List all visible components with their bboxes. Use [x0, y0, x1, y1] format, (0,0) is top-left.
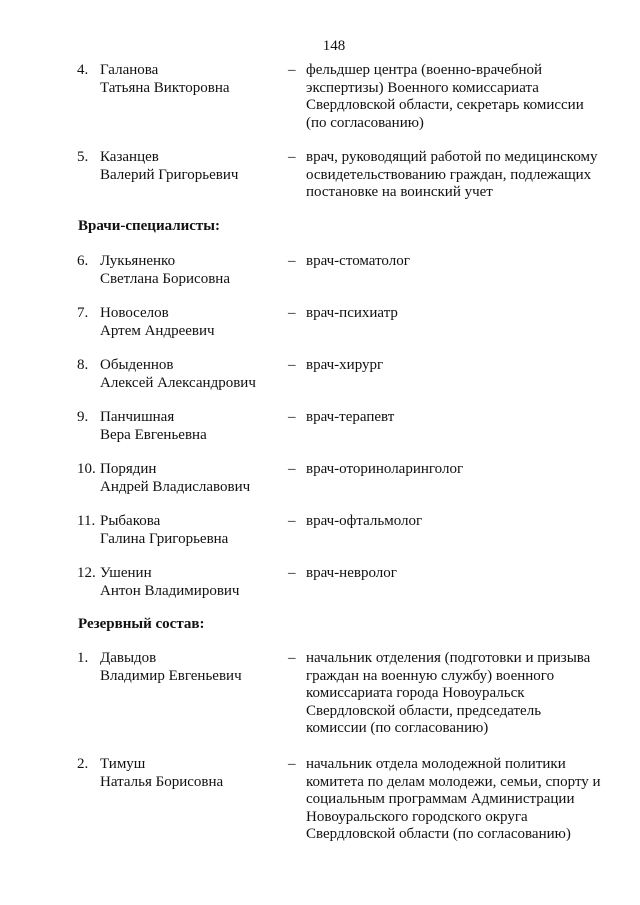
description-line: Свердловской области, секретарь комиссии — [306, 97, 584, 113]
description-line: врач-терапевт — [306, 409, 395, 425]
description-line: начальник отдела молодежной политики — [306, 756, 566, 772]
given-name: Вера Евгеньевна — [100, 426, 207, 443]
description-line: врач-невролог — [306, 565, 397, 581]
dash-separator: – — [288, 461, 296, 477]
given-name: Владимир Евгеньевич — [100, 667, 242, 684]
item-number: 12. — [77, 565, 96, 581]
item-number: 6. — [77, 253, 89, 269]
given-name: Алексей Александрович — [100, 374, 256, 391]
description-line: врач-офтальмолог — [306, 513, 423, 529]
item-number: 8. — [77, 357, 89, 373]
item-number: 1. — [77, 650, 89, 666]
person-name — [100, 565, 285, 600]
dash-separator: – — [288, 756, 296, 772]
given-name: Артем Андреевич — [100, 322, 215, 339]
section-heading: Врачи-специалисты: — [78, 218, 221, 234]
given-name: Галина Григорьевна — [100, 530, 229, 547]
description-line: социальным программам Администрации — [306, 791, 575, 807]
surname: Обыденнов — [100, 357, 174, 373]
description-line: врач-стоматолог — [306, 253, 410, 269]
position-description — [306, 62, 626, 132]
given-name: Антон Владимирович — [100, 582, 240, 599]
description-line: комиссариата города Новоуральск — [306, 685, 525, 701]
item-number: 2. — [77, 756, 89, 772]
position-description — [306, 149, 626, 202]
person-name — [100, 305, 285, 340]
dash-separator: – — [288, 253, 296, 269]
surname: Лукьяненко — [100, 253, 176, 269]
item-number: 4. — [77, 62, 89, 78]
dash-separator: – — [288, 305, 296, 321]
description-line: врач-психиатр — [306, 305, 398, 321]
description-line: Свердловской области, председатель — [306, 702, 542, 719]
description-line: фельдшер центра (военно-врачебной — [306, 62, 543, 78]
given-name: Валерий Григорьевич — [100, 166, 239, 183]
surname: Порядин — [100, 461, 157, 477]
description-line: освидетельствованию граждан, подлежащих — [306, 166, 592, 183]
person-name — [100, 756, 285, 791]
position-description — [306, 565, 626, 583]
dash-separator: – — [288, 149, 296, 165]
surname: Рыбакова — [100, 513, 161, 529]
person-name — [100, 253, 285, 288]
position-description — [306, 513, 626, 531]
dash-separator: – — [288, 513, 296, 529]
person-name — [100, 357, 285, 392]
surname: Ушенин — [100, 565, 152, 581]
surname: Галанова — [100, 62, 159, 78]
dash-separator: – — [288, 62, 296, 78]
surname: Казанцев — [100, 149, 159, 165]
description-line: врач-оториноларинголог — [306, 461, 464, 477]
description-line: комитета по делам молодежи, семьи, спорту и — [306, 773, 601, 790]
description-line: комиссии (по согласованию) — [306, 720, 489, 736]
position-description — [306, 409, 626, 427]
surname: Тимуш — [100, 756, 146, 772]
given-name: Андрей Владиславович — [100, 478, 251, 495]
position-description — [306, 253, 626, 271]
surname: Давыдов — [100, 650, 157, 666]
section-heading: Резервный состав: — [78, 616, 205, 632]
person-name — [100, 62, 285, 97]
dash-separator: – — [288, 565, 296, 581]
description-line: экспертизы) Военного комиссариата — [306, 79, 539, 96]
given-name: Светлана Борисовна — [100, 270, 230, 287]
description-line: врач, руководящий работой по медицинскому — [306, 149, 598, 165]
position-description — [306, 357, 626, 375]
dash-separator: – — [288, 357, 296, 373]
description-line: граждан на военную службу) военного — [306, 667, 555, 684]
given-name: Наталья Борисовна — [100, 773, 224, 790]
description-line: врач-хирург — [306, 357, 384, 373]
person-name — [100, 409, 285, 444]
description-line: Свердловской области (по согласованию) — [306, 826, 571, 842]
item-number: 10. — [77, 461, 96, 477]
description-line: начальник отделения (подготовки и призыва — [306, 650, 591, 666]
item-number: 7. — [77, 305, 89, 321]
item-number: 5. — [77, 149, 89, 165]
given-name: Татьяна Викторовна — [100, 79, 230, 96]
surname: Панчишная — [100, 409, 175, 425]
person-name — [100, 461, 285, 496]
dash-separator: – — [288, 650, 296, 666]
dash-separator: – — [288, 409, 296, 425]
position-description — [306, 650, 626, 738]
person-name — [100, 513, 285, 548]
position-description — [306, 461, 626, 479]
page-number: 148 — [322, 38, 346, 54]
surname: Новоселов — [100, 305, 169, 321]
description-line: (по согласованию) — [306, 114, 424, 131]
description-line: постановке на воинский учет — [306, 184, 493, 200]
item-number: 11. — [77, 513, 96, 529]
item-number: 9. — [77, 409, 89, 425]
person-name — [100, 650, 285, 685]
person-name — [100, 149, 285, 184]
position-description — [306, 756, 626, 844]
description-line: Новоуральского городского округа — [306, 808, 528, 825]
position-description — [306, 305, 626, 323]
